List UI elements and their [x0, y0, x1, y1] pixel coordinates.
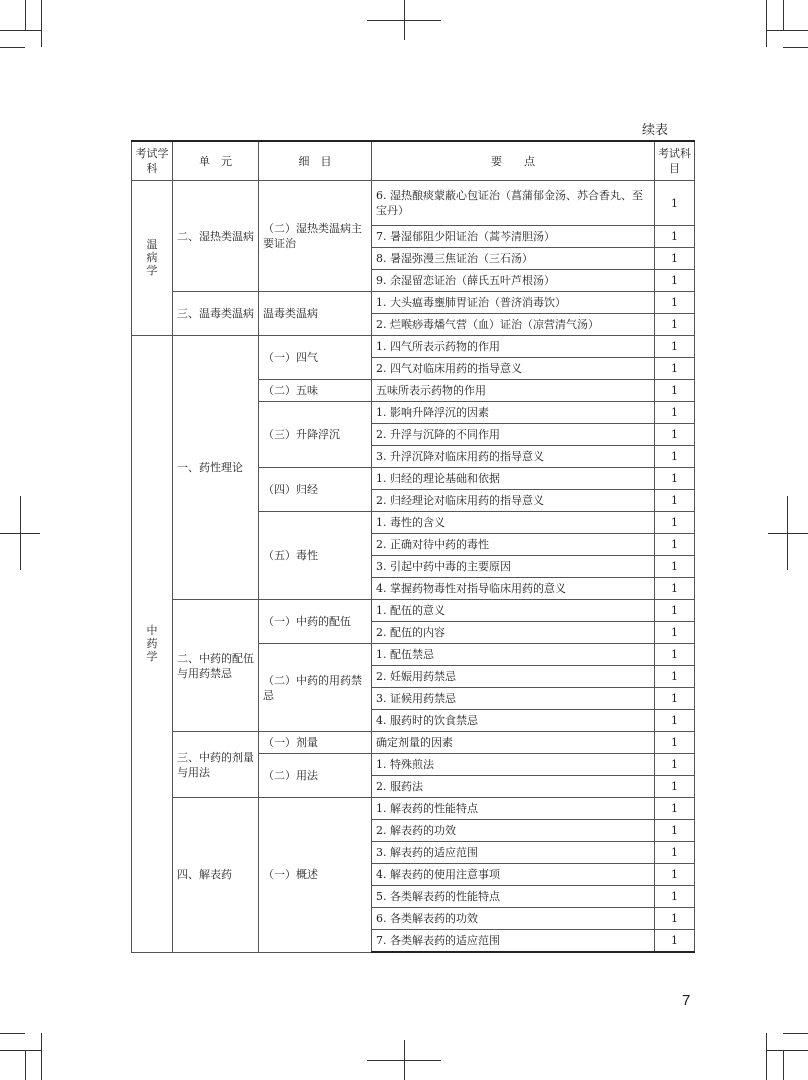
detail-cell: （一）四气	[259, 336, 372, 380]
score-cell: 1	[655, 578, 695, 600]
detail-cell: （二）五味	[259, 380, 372, 402]
point-cell: 2. 正确对待中药的毒性	[372, 534, 655, 556]
header-subject: 考试学科	[132, 141, 173, 181]
header-exam: 考试科目	[655, 141, 695, 181]
point-cell: 2. 解表药的功效	[372, 820, 655, 842]
detail-cell: （二）用法	[259, 754, 372, 798]
score-cell: 1	[655, 380, 695, 402]
detail-cell: （二）湿热类温病主要证治	[259, 181, 372, 292]
score-cell: 1	[655, 842, 695, 864]
score-cell: 1	[655, 688, 695, 710]
point-cell: 4. 服药时的饮食禁忌	[372, 710, 655, 732]
unit-cell: 二、中药的配伍与用药禁忌	[173, 600, 259, 732]
point-cell: 3. 解表药的适应范围	[372, 842, 655, 864]
unit-cell: 三、温毒类温病	[173, 292, 259, 336]
unit-cell: 一、药性理论	[173, 336, 259, 600]
point-cell: 3. 证候用药禁忌	[372, 688, 655, 710]
table-row	[132, 292, 695, 314]
point-cell: 5. 各类解表药的性能特点	[372, 886, 655, 908]
table-header-row	[132, 141, 695, 181]
header-detail: 细 目	[259, 141, 372, 181]
page-number: 7	[682, 992, 691, 1009]
score-cell: 1	[655, 181, 695, 226]
point-cell: 2. 四气对临床用药的指导意义	[372, 358, 655, 380]
score-cell: 1	[655, 424, 695, 446]
score-cell: 1	[655, 534, 695, 556]
detail-cell: 温毒类温病	[259, 292, 372, 336]
point-cell: 1. 特殊煎法	[372, 754, 655, 776]
score-cell: 1	[655, 292, 695, 314]
score-cell: 1	[655, 468, 695, 490]
table-row	[132, 600, 695, 622]
point-cell: 确定剂量的因素	[372, 732, 655, 754]
point-cell: 7. 各类解表药的适应范围	[372, 930, 655, 953]
score-cell: 1	[655, 622, 695, 644]
unit-cell: 四、解表药	[173, 798, 259, 953]
syllabus-table	[131, 140, 695, 953]
point-cell: 1. 毒性的含义	[372, 512, 655, 534]
table-row	[132, 732, 695, 754]
point-cell: 2. 烂喉痧毒燔气营（血）证治（凉营清气汤）	[372, 314, 655, 336]
score-cell: 1	[655, 710, 695, 732]
detail-cell: （一）剂量	[259, 732, 372, 754]
table-row	[132, 336, 695, 358]
score-cell: 1	[655, 886, 695, 908]
point-cell: 7. 暑湿郁阻少阳证治（蒿芩清胆汤）	[372, 226, 655, 248]
score-cell: 1	[655, 930, 695, 953]
unit-cell: 三、中药的剂量与用法	[173, 732, 259, 798]
score-cell: 1	[655, 336, 695, 358]
score-cell: 1	[655, 864, 695, 886]
point-cell: 五味所表示药物的作用	[372, 380, 655, 402]
score-cell: 1	[655, 446, 695, 468]
score-cell: 1	[655, 732, 695, 754]
point-cell: 1. 配伍禁忌	[372, 644, 655, 666]
score-cell: 1	[655, 798, 695, 820]
table-row	[132, 181, 695, 226]
point-cell: 2. 服药法	[372, 776, 655, 798]
point-cell: 6. 湿热酿痰蒙蔽心包证治（菖蒲郁金汤、苏合香丸、至宝丹）	[372, 181, 655, 226]
subject-cell: 中药学	[132, 336, 173, 953]
score-cell: 1	[655, 248, 695, 270]
score-cell: 1	[655, 600, 695, 622]
point-cell: 3. 升浮沉降对临床用药的指导意义	[372, 446, 655, 468]
point-cell: 1. 解表药的性能特点	[372, 798, 655, 820]
detail-cell: （二）中药的用药禁忌	[259, 644, 372, 732]
detail-cell: （一）概述	[259, 798, 372, 953]
point-cell: 4. 掌握药物毒性对指导临床用药的意义	[372, 578, 655, 600]
point-cell: 6. 各类解表药的功效	[372, 908, 655, 930]
detail-cell: （四）归经	[259, 468, 372, 512]
score-cell: 1	[655, 776, 695, 798]
point-cell: 2. 归经理论对临床用药的指导意义	[372, 490, 655, 512]
score-cell: 1	[655, 512, 695, 534]
detail-cell: （三）升降浮沉	[259, 402, 372, 468]
detail-cell: （一）中药的配伍	[259, 600, 372, 644]
point-cell: 9. 余湿留恋证治（薛氏五叶芦根汤）	[372, 270, 655, 292]
score-cell: 1	[655, 666, 695, 688]
point-cell: 1. 大头瘟毒壅肺胃证治（普济消毒饮）	[372, 292, 655, 314]
score-cell: 1	[655, 490, 695, 512]
detail-cell: （五）毒性	[259, 512, 372, 600]
unit-cell: 二、湿热类温病	[173, 181, 259, 292]
point-cell: 2. 妊娠用药禁忌	[372, 666, 655, 688]
continued-label: 续表	[642, 123, 669, 138]
point-cell: 2. 升浮与沉降的不同作用	[372, 424, 655, 446]
point-cell: 1. 四气所表示药物的作用	[372, 336, 655, 358]
point-cell: 4. 解表药的使用注意事项	[372, 864, 655, 886]
score-cell: 1	[655, 314, 695, 336]
header-point: 要 点	[372, 141, 655, 181]
score-cell: 1	[655, 754, 695, 776]
score-cell: 1	[655, 820, 695, 842]
point-cell: 3. 引起中药中毒的主要原因	[372, 556, 655, 578]
score-cell: 1	[655, 908, 695, 930]
point-cell: 1. 影响升降浮沉的因素	[372, 402, 655, 424]
point-cell: 1. 配伍的意义	[372, 600, 655, 622]
score-cell: 1	[655, 270, 695, 292]
score-cell: 1	[655, 556, 695, 578]
table-row	[132, 798, 695, 820]
score-cell: 1	[655, 226, 695, 248]
point-cell: 2. 配伍的内容	[372, 622, 655, 644]
score-cell: 1	[655, 402, 695, 424]
score-cell: 1	[655, 644, 695, 666]
score-cell: 1	[655, 358, 695, 380]
header-unit: 单 元	[173, 141, 259, 181]
point-cell: 8. 暑湿弥漫三焦证治（三石汤）	[372, 248, 655, 270]
point-cell: 1. 归经的理论基础和依据	[372, 468, 655, 490]
subject-cell: 温病学	[132, 181, 173, 336]
